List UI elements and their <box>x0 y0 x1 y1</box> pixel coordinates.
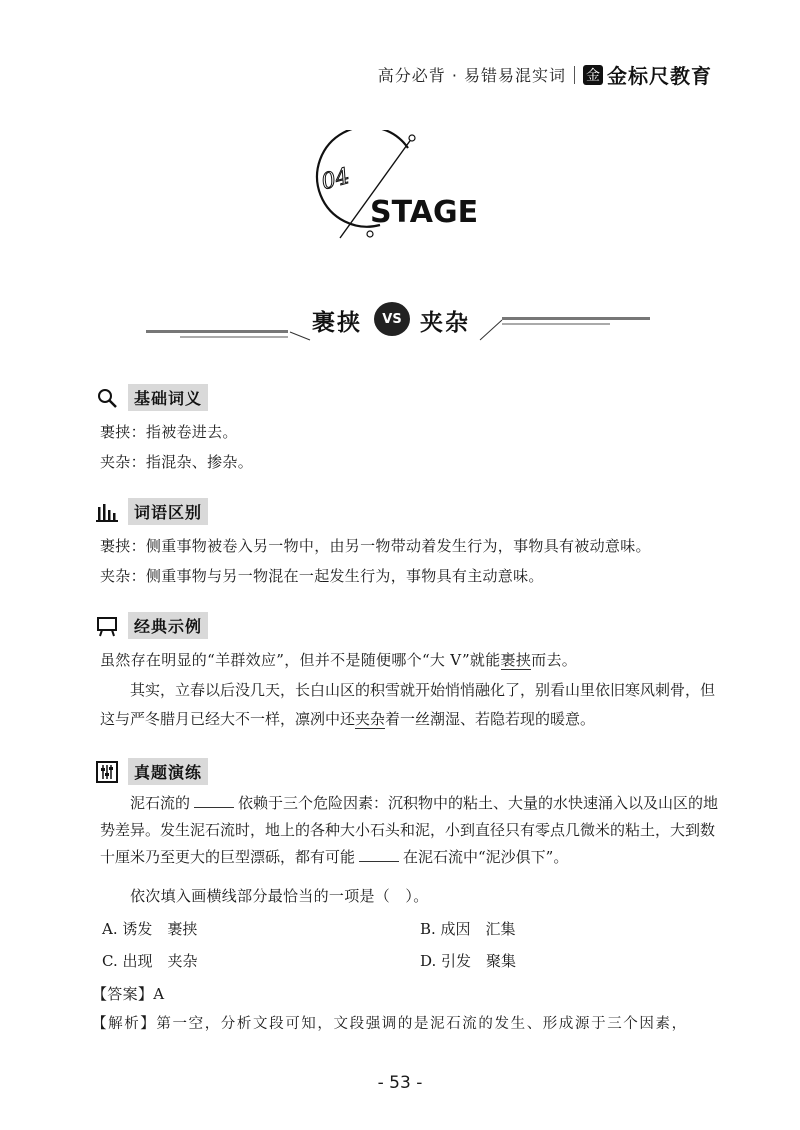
example-keyword: 裹挟 <box>500 651 532 669</box>
stage-logo <box>300 130 500 250</box>
comparison-title <box>140 292 660 352</box>
page-number: - 53 - <box>377 1073 423 1093</box>
header-divider <box>574 66 575 84</box>
example-text: 虽然存在明显的“羊群效应”，但并不是随便哪个“大 V”就能 <box>100 651 501 669</box>
example-sentence <box>100 676 720 734</box>
question-text: 在泥石流中“泥沙俱下”。 <box>403 848 569 866</box>
option-a: A. 诱发 裹挟 <box>102 920 198 938</box>
answer: 【答案】A <box>92 985 165 1003</box>
magnifier-icon <box>96 387 118 409</box>
header-subtitle: 高分必背 · 易错易混实词 <box>377 66 566 85</box>
brand-name: 金标尺教育 <box>607 64 712 88</box>
presentation-board-icon <box>96 615 118 637</box>
blank-2 <box>359 845 399 862</box>
question-text: 泥石流的 <box>130 794 191 812</box>
vs-badge: VS <box>374 302 410 336</box>
page-header <box>378 60 712 89</box>
stage-label: STAGE <box>370 195 479 230</box>
stage-dot-bottom <box>367 231 373 237</box>
title-word-right: 夹杂 <box>420 309 470 336</box>
title-word-left: 裹挟 <box>312 309 362 336</box>
stage-dot-top <box>409 135 415 141</box>
definition-line: 裹挟：指被卷进去。 <box>100 423 238 441</box>
example-text: 着一丝潮湿、若隐若现的暖意。 <box>385 710 596 728</box>
stage-number: 04 <box>318 163 353 196</box>
section-heading: 经典示例 <box>128 612 208 639</box>
option-b: B. 成因 汇集 <box>420 920 516 938</box>
option-d: D. 引发 聚集 <box>420 952 517 970</box>
section-practice <box>96 758 208 785</box>
difference-line: 夹杂：侧重事物与另一物混在一起发生行为，事物具有主动意味。 <box>100 567 544 585</box>
question-text: 依赖于三个危险因素：沉积物中的粘土、大量的水快速涌入以及山区的地势差异。发生泥石流时，地上的各种大小石头和泥，小到直径只有零点几微米的粘土，大到数十厘米乃至更大的巨型漂砾，都有可能 <box>100 794 719 866</box>
section-heading: 真题演练 <box>128 758 208 785</box>
difference-line: 裹挟：侧重事物被卷入另一物中，由另一物带动着发生行为，事物具有被动意味。 <box>100 537 651 555</box>
example-sentence <box>100 650 577 670</box>
example-text: 其实，立春以后没几天，长白山区的积雪就开始悄悄融化了，别看山里依旧寒风刺骨，但这与严冬腊月已经大不一样，凛冽中还 <box>100 681 716 728</box>
bar-chart-icon <box>96 501 118 523</box>
blank-1 <box>194 791 234 808</box>
section-heading: 基础词义 <box>128 384 208 411</box>
definition-line: 夹杂：指混杂、掺杂。 <box>100 453 254 471</box>
example-text: 而去。 <box>531 651 578 669</box>
option-c: C. 出现 夹杂 <box>102 952 198 970</box>
section-word-difference <box>96 498 208 525</box>
section-classic-examples <box>96 612 208 639</box>
equalizer-icon <box>96 761 118 783</box>
brand-mark-icon: 金 <box>583 65 603 85</box>
section-basic-meaning <box>96 384 208 411</box>
analysis: 【解析】第一空，分析文段可知，文段强调的是泥石流的发生、形成源于三个因素， <box>92 1016 688 1032</box>
practice-question-text <box>100 790 720 871</box>
example-keyword: 夹杂 <box>355 710 386 728</box>
question-prompt: 依次填入画横线部分最恰当的一项是（ ）。 <box>130 887 429 905</box>
section-heading: 词语区别 <box>128 498 208 525</box>
brand-logo <box>583 60 712 89</box>
